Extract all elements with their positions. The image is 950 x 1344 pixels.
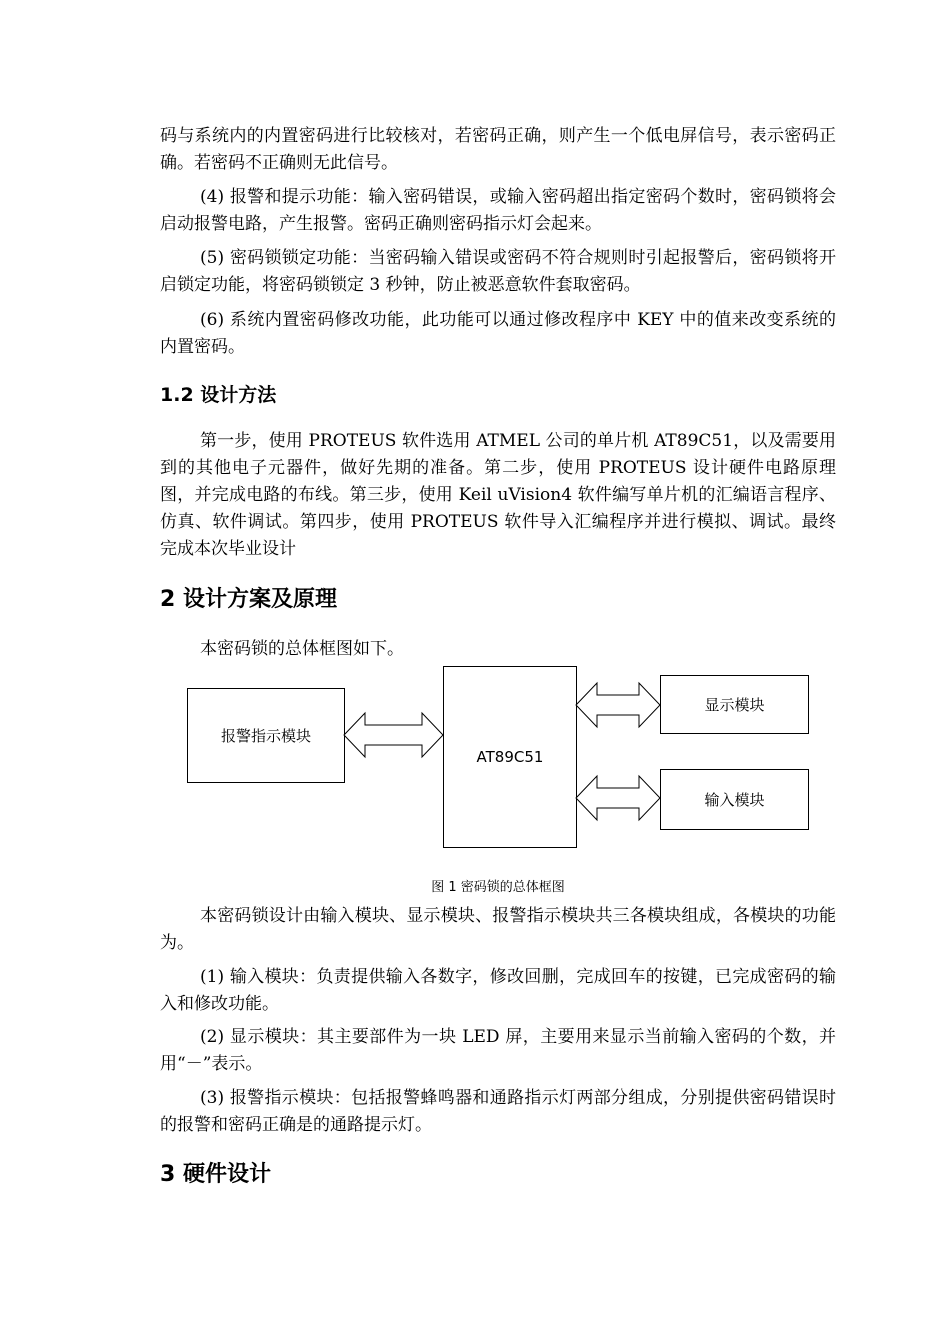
double-arrow-mcu-display: [576, 683, 660, 727]
heading-design-scheme: 2 设计方案及原理: [160, 587, 337, 612]
heading-hardware-design: 3 硬件设计: [160, 1162, 271, 1187]
paragraph-alarm-module: (3) 报警指示模块：包括报警蜂鸣器和通路指示灯两部分组成，分别提供密码错误时的报警和密码正确是的通路提示灯。: [160, 1088, 836, 1135]
box-display-module: 显示模块: [660, 675, 809, 734]
paragraph-display-module: (2) 显示模块：其主要部件为一块 LED 屏，主要用来显示当前输入密码的个数，并用“－”表示。: [160, 1027, 836, 1074]
paragraph-continued: 码与系统内的内置密码进行比较核对，若密码正确，则产生一个低电屏信号，表示密码正确。若密码不正确则无此信号。: [160, 126, 836, 173]
double-arrow-mcu-input: [576, 776, 660, 820]
double-arrow-alarm-mcu: [344, 713, 443, 757]
box-mcu: AT89C51: [443, 666, 577, 848]
paragraph-modules-overview: 本密码锁设计由输入模块、显示模块、报警指示模块共三各模块组成，各模块的功能为。: [160, 906, 836, 953]
paragraph-design-steps: 第一步，使用 PROTEUS 软件选用 ATMEL 公司的单片机 AT89C51，以及需要用到的其他电子元器件，做好先期的准备。第二步，使用 PROTEUS 设计硬件电路原理图，并完成电路的布线。第三步，使用 Keil uVision4 软件编写单片机的汇编语言程序、仿真、软件调试。第四步，使用 PROTEUS 软件导入汇编程序并进行模拟、调试。最终完成本次毕业设计: [160, 431, 836, 559]
paragraph-password-modify: (6) 系统内置密码修改功能，此功能可以通过修改程序中 KEY 中的值来改变系统的内置密码。: [160, 310, 836, 357]
paragraph-input-module: (1) 输入模块：负责提供输入各数字，修改回删，完成回车的按键，已完成密码的输入和修改功能。: [160, 967, 836, 1014]
paragraph-lock-function: (5) 密码锁锁定功能：当密码输入错误或密码不符合规则时引起报警后，密码锁将开启锁定功能，将密码锁锁定 3 秒钟，防止被恶意软件套取密码。: [160, 248, 836, 295]
box-alarm-module: 报警指示模块: [187, 688, 345, 783]
figure-caption: 图 1 密码锁的总体框图: [431, 880, 565, 895]
heading-design-method: 1.2 设计方法: [160, 384, 277, 406]
box-input-module: 输入模块: [660, 769, 809, 830]
paragraph-alarm-function: (4) 报警和提示功能：输入密码错误，或输入密码超出指定密码个数时，密码锁将会启动报警电路，产生报警。密码正确则密码指示灯会起来。: [160, 187, 836, 234]
paragraph-diagram-intro: 本密码锁的总体框图如下。: [200, 639, 404, 659]
